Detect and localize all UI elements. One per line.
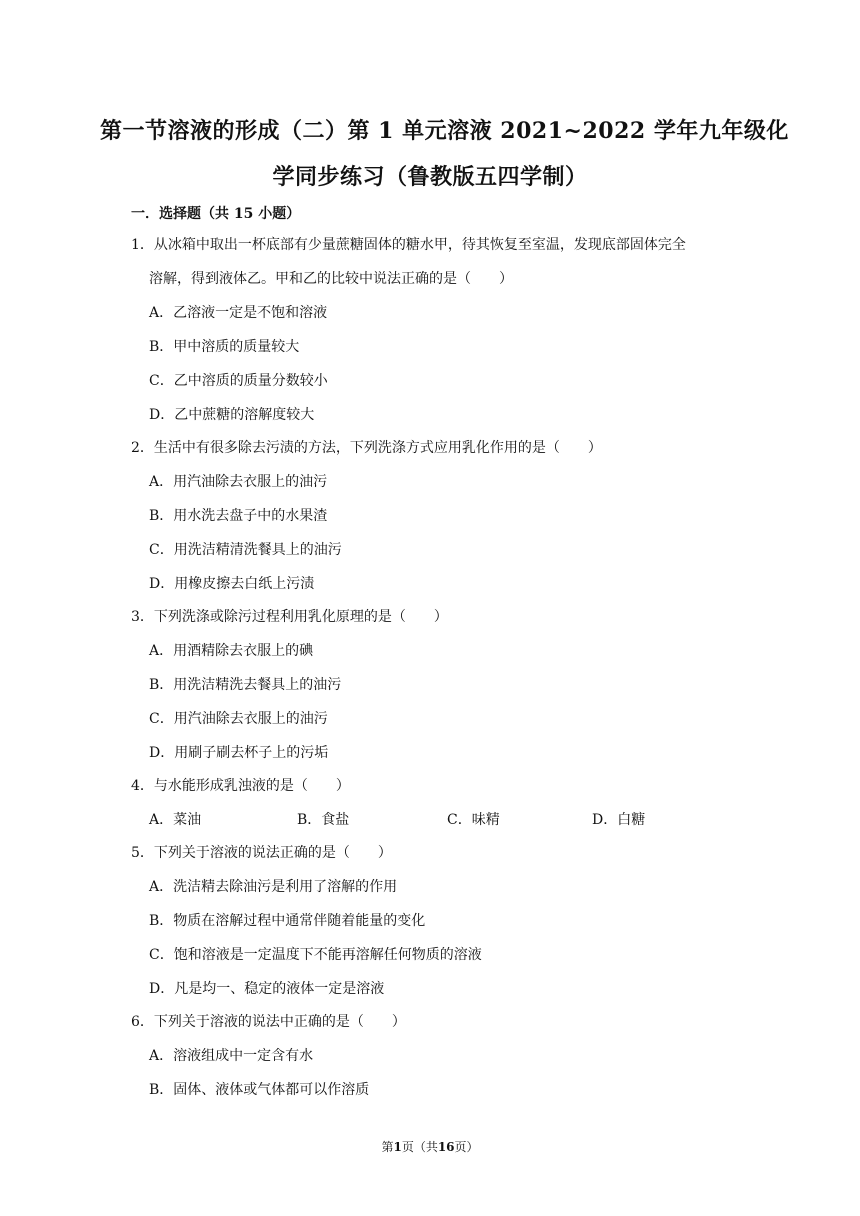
question-2-option-a: A．用汽油除去衣服上的油污 bbox=[149, 474, 328, 490]
question-5-option-a: A．洗洁精去除油污是利用了溶解的作用 bbox=[149, 879, 398, 895]
section-heading: 一．选择题（共 15 小题） bbox=[131, 206, 301, 222]
question-1-stem-line-1: 1．从冰箱中取出一杯底部有少量蔗糖固体的糖水甲，待其恢复至室温，发现底部固体完全 bbox=[131, 237, 686, 253]
question-5-option-b: B．物质在溶解过程中通常伴随着能量的变化 bbox=[149, 913, 426, 929]
question-2-option-d: D．用橡皮擦去白纸上污渍 bbox=[149, 576, 315, 592]
question-3-stem: 3．下列洗涤或除污过程利用乳化原理的是（ ） bbox=[131, 609, 448, 625]
question-1-stem-text: 溶解，得到液体乙。甲和乙的比较中说法正确的是（ ） bbox=[149, 271, 513, 287]
question-2-option-b: B．用水洗去盘子中的水果渣 bbox=[149, 508, 328, 524]
question-6-option-a: A．溶液组成中一定含有水 bbox=[149, 1048, 314, 1064]
document-title-line-2: 学同步练习（鲁教版五四学制） bbox=[272, 164, 588, 190]
question-3-option-d: D．用刷子刷去杯子上的污垢 bbox=[149, 745, 329, 761]
question-5-stem: 5．下列关于溶液的说法正确的是（ ） bbox=[131, 845, 392, 861]
question-4-option-b: B．食盐 bbox=[297, 812, 350, 828]
question-1-stem-line-2 bbox=[131, 262, 731, 296]
footer-middle: 页（共 bbox=[401, 1140, 438, 1154]
footer-prefix: 第 bbox=[381, 1140, 394, 1154]
question-5-option-c: C．饱和溶液是一定温度下不能再溶解任何物质的溶液 bbox=[149, 947, 482, 963]
question-6-option-b: B．固体、液体或气体都可以作溶质 bbox=[149, 1082, 370, 1098]
question-3-option-a: A．用酒精除去衣服上的碘 bbox=[149, 643, 314, 659]
question-4-stem: 4．与水能形成乳浊液的是（ ） bbox=[131, 778, 350, 794]
question-4-options bbox=[149, 809, 709, 831]
question-1-option-b: B．甲中溶质的质量较大 bbox=[149, 339, 300, 355]
question-2-stem: 2．生活中有很多除去污渍的方法，下列洗涤方式应用乳化作用的是（ ） bbox=[131, 440, 602, 456]
question-1-option-a: A．乙溶液一定是不饱和溶液 bbox=[149, 305, 328, 321]
question-1-option-d: D．乙中蔗糖的溶解度较大 bbox=[149, 407, 315, 423]
question-2-option-c: C．用洗洁精清洗餐具上的油污 bbox=[149, 542, 342, 558]
footer-suffix: 页） bbox=[454, 1140, 479, 1154]
question-4-option-a: A．菜油 bbox=[149, 812, 202, 828]
footer-page-number: 1 bbox=[393, 1140, 402, 1154]
footer-total-pages: 16 bbox=[437, 1140, 455, 1154]
question-3-option-b: B．用洗洁精洗去餐具上的油污 bbox=[149, 677, 342, 693]
document-title-line-1: 第一节溶液的形成（二）第 1 单元溶液 2021~2022 学年九年级化 bbox=[100, 118, 789, 144]
question-5-option-d: D．凡是均一、稳定的液体一定是溶液 bbox=[149, 981, 385, 997]
question-4-option-c: C．味精 bbox=[447, 812, 500, 828]
question-1-option-c: C．乙中溶质的质量分数较小 bbox=[149, 373, 328, 389]
question-3-option-c: C．用汽油除去衣服上的油污 bbox=[149, 711, 328, 727]
question-6-stem: 6．下列关于溶液的说法中正确的是（ ） bbox=[131, 1014, 406, 1030]
page-footer bbox=[0, 1138, 860, 1155]
question-4-option-d: D．白糖 bbox=[592, 812, 646, 828]
